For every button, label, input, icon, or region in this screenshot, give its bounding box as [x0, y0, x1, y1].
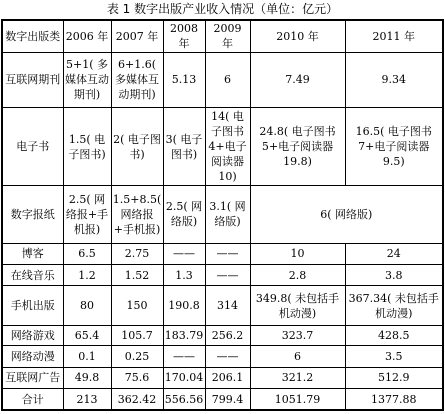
row-category: 网络动漫	[2, 346, 63, 367]
table-row	[2, 367, 443, 388]
table-caption: 表 1 数字出版产业收入情况（单位：亿元）	[106, 2, 339, 16]
header-2008: 2008 年	[163, 20, 205, 52]
row-category: 互联网广告	[2, 367, 63, 388]
table-cell: 6( 网络版)	[250, 185, 443, 243]
table-cell: ——	[205, 265, 250, 286]
table-cell: ——	[163, 243, 205, 264]
revenue-table	[1, 19, 444, 411]
table-cell: 183.79	[163, 326, 205, 346]
header-2011: 2011 年	[345, 20, 443, 52]
table-row	[2, 346, 443, 367]
table-cell: 3.5	[345, 346, 443, 367]
table-cell: 24	[345, 243, 443, 264]
table-cell: 65.4	[63, 326, 111, 346]
table-cell: 24.8( 电子图书 5+电子阅读器 19.8)	[250, 108, 345, 185]
table-cell: 2( 电子图书)	[111, 108, 163, 185]
table-cell: 1.2	[63, 265, 111, 286]
table-cell: 190.8	[163, 286, 205, 326]
table-cell: 7.49	[250, 52, 345, 108]
table-cell: 349.8( 未包括手机动漫)	[250, 286, 345, 326]
table-cell: 0.25	[111, 346, 163, 367]
table-cell: 3.8	[345, 265, 443, 286]
table-cell: 75.6	[111, 367, 163, 388]
table-cell: 10	[250, 243, 345, 264]
header-2010: 2010 年	[250, 20, 345, 52]
table-cell: 49.8	[63, 367, 111, 388]
table-cell: 3.1( 网络版)	[205, 185, 250, 243]
table-cell: 323.7	[250, 326, 345, 346]
row-category: 互联网期刊	[2, 52, 63, 108]
row-category: 在线音乐	[2, 265, 63, 286]
table-row	[2, 286, 443, 326]
table-cell: 213	[63, 389, 111, 410]
table-cell: 5.13	[163, 52, 205, 108]
table-row	[2, 52, 443, 108]
table-row	[2, 185, 443, 243]
table-cell: 799.4	[205, 389, 250, 410]
table-cell: 556.56	[163, 389, 205, 410]
table-cell: 3( 电子图书)	[163, 108, 205, 185]
table-cell: 1.3	[163, 265, 205, 286]
header-2009: 2009 年	[205, 20, 250, 52]
table-cell: ——	[205, 243, 250, 264]
table-cell: 321.2	[250, 367, 345, 388]
header-row	[2, 20, 443, 52]
table-cell: 9.34	[345, 52, 443, 108]
table-row	[2, 243, 443, 264]
table-cell: 1051.79	[250, 389, 345, 410]
table-cell: 2.8	[250, 265, 345, 286]
table-cell: 6	[250, 346, 345, 367]
row-category: 博客	[2, 243, 63, 264]
table-cell: 206.1	[205, 367, 250, 388]
table-cell: 5+1( 多媒体互动期刊)	[63, 52, 111, 108]
table-cell: 16.5( 电子图书 7+电子阅读器 9.5)	[345, 108, 443, 185]
header-2007: 2007 年	[111, 20, 163, 52]
table-cell: 6+1.6( 多媒体互动期刊)	[111, 52, 163, 108]
table-cell: 105.7	[111, 326, 163, 346]
table-cell: ——	[205, 346, 250, 367]
table-cell: 1.52	[111, 265, 163, 286]
table-cell: 6.5	[63, 243, 111, 264]
table-cell: 6	[205, 52, 250, 108]
table-cell: 367.34( 未包括手机动漫)	[345, 286, 443, 326]
table-cell: 2.5( 网络报+手机报)	[63, 185, 111, 243]
table-cell: 256.2	[205, 326, 250, 346]
table-cell: ——	[163, 346, 205, 367]
table-cell: 314	[205, 286, 250, 326]
header-2006: 2006 年	[63, 20, 111, 52]
header-category: 数字出版类	[2, 20, 63, 52]
table-cell: 80	[63, 286, 111, 326]
table-cell: 512.9	[345, 367, 443, 388]
table-cell: 362.42	[111, 389, 163, 410]
row-category: 手机出版	[2, 286, 63, 326]
row-category: 电子书	[2, 108, 63, 185]
table-row	[2, 326, 443, 346]
table-cell: 150	[111, 286, 163, 326]
row-category: 网络游戏	[2, 326, 63, 346]
table-cell: 0.1	[63, 346, 111, 367]
row-category: 数字报纸	[2, 185, 63, 243]
table-cell: 2.75	[111, 243, 163, 264]
table-cell: 170.04	[163, 367, 205, 388]
row-category: 合计	[2, 389, 63, 410]
table-cell: 1.5( 电子图书)	[63, 108, 111, 185]
table-row	[2, 265, 443, 286]
table-cell: 428.5	[345, 326, 443, 346]
table-row-total	[2, 389, 443, 410]
table-row	[2, 108, 443, 185]
table-cell: 1377.88	[345, 389, 443, 410]
table-cell: 1.5+8.5( 网络报+手机报)	[111, 185, 163, 243]
table-cell: 14( 电子图书 4+电子阅读器 10)	[205, 108, 250, 185]
table-cell: 2.5( 网络版)	[163, 185, 205, 243]
